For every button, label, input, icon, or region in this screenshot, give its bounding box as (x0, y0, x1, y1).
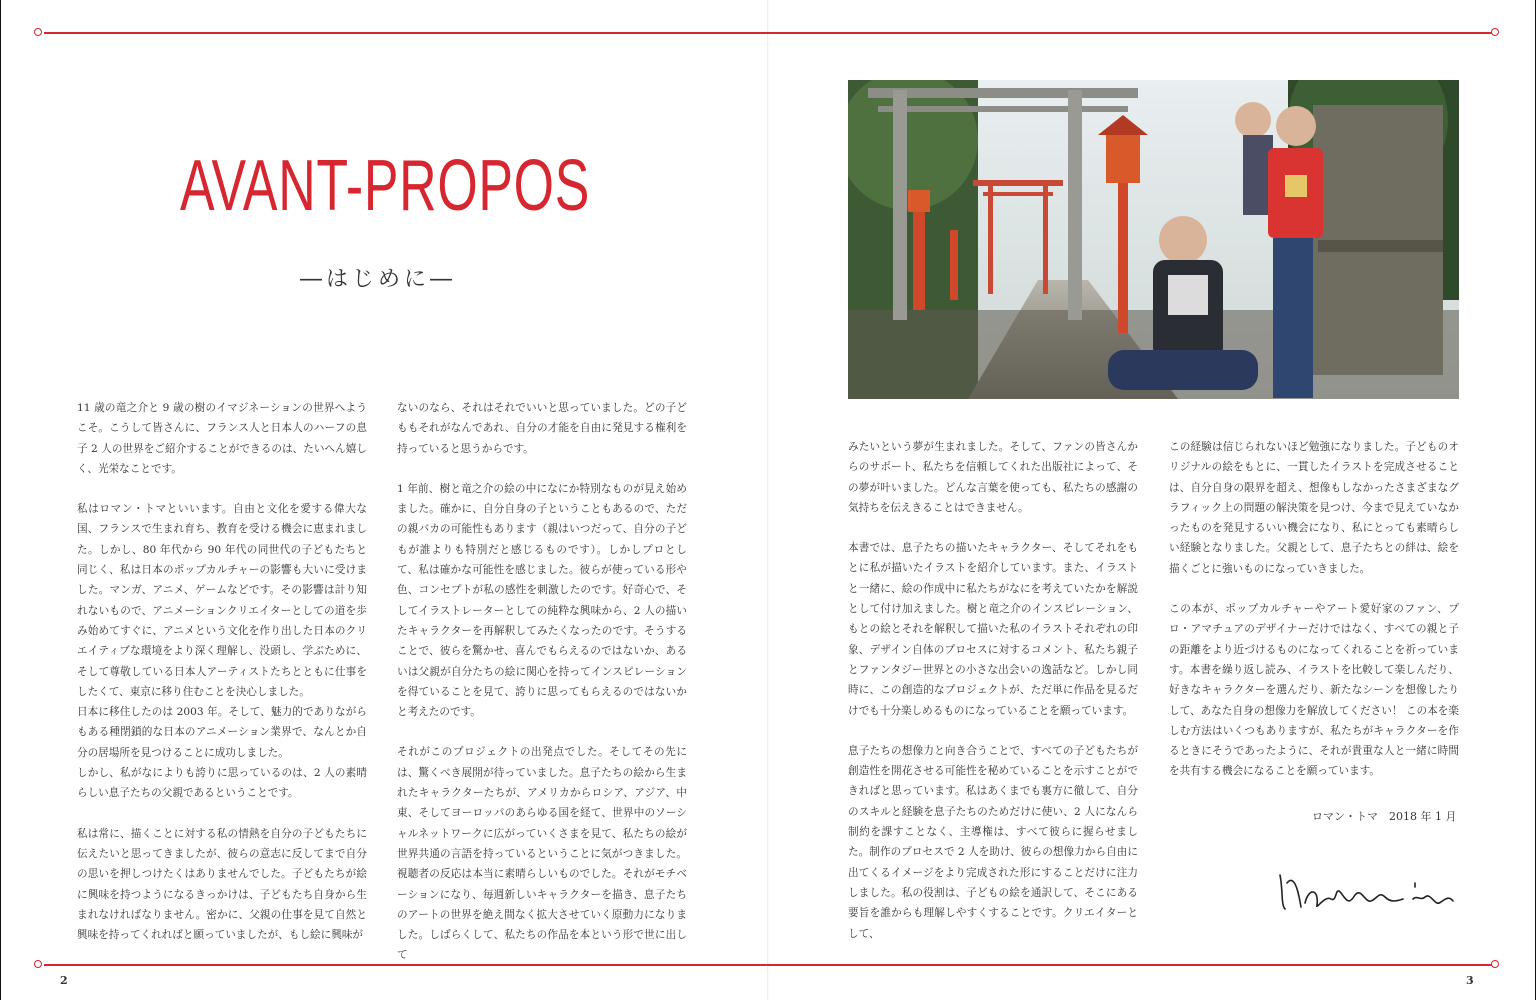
bottom-rule-dot-right (1491, 960, 1499, 968)
signature-date: ロマン・トマ 2018 年 1 月 (1312, 810, 1457, 823)
page-subtitle: ―はじめに― (300, 267, 457, 292)
text-column-3 (848, 437, 1138, 964)
paragraph: 私は常に、描くことに対する私の情熱を自分の子どもたちに伝えたいと思ってきましたが、彼らの意志に反してまで自分の思いを押しつけたくはありませんでした。子どもたちが絵に興味を持つようになるきっかけは、子どもたち自身から生まれなければなりません。密かに、父親の仕事を見て自然と興味を持ってくれればと願っていましたが、もし絵に興味が (77, 827, 367, 942)
paragraph: 日本に移住したのは 2003 年。そして、魅力的でありながらもある種閉鎖的な日本のアニメーション業界で、なんとか自分の居場所を見つけることに成功しました。 (77, 706, 367, 759)
text-column-1 (77, 398, 367, 965)
paragraph: 本書では、息子たちの描いたキャラクター、そしてそれをもとに私が描いたイラストを紹介しています。また、イラストと一緒に、絵の作成中に私たちがなにを考えていたかを解説として付け加えました。樹と竜之介のインスピレーション、もとの絵とそれを解釈して描いた私のイラストそれぞれの印象、デザイン自体のプロセスに対するコメント、私たち親子とファンタジー世界との小さな出会いの逸話など。しかし同時に、この創造的なプロジェクトが、ただ単に作品を見るだけでも十分楽しめるものになっていることを願っています。 (848, 542, 1138, 717)
top-rule-dot-right (1491, 28, 1499, 36)
paragraph: 1 年前、樹と竜之介の絵の中になにか特別なものが見え始めました。確かに、自分自身の子ということもあるので、ただの親バカの可能性もあります（親はいつだって、自分の子どもが誰よりも特別だと感じるものです）。しかしプロとして、私は確かな可能性を感じました。彼らが使っている形や色、コンセプトが私の感性を刺激したのです。好奇心で、そしてイラストレーターとしての純粋な興味から、2 人の描いたキャラクターを再解釈してみたくなったのです。そうすることで、彼らを驚かせ、喜んでもらえるのではないか、あるいは父親が自分たちの絵に関心を持ってインスピレーションを得ていることを見て、誇りに思ってもらえるのではないかと考えたのです。 (397, 482, 687, 719)
page-title: AVANT-PROPOS (180, 146, 590, 226)
top-rule (44, 32, 1492, 34)
page-number-right: 3 (1466, 974, 1474, 987)
paragraph: みたいという夢が生まれました。そして、ファンの皆さんからのサポート、私たちを信頼してくれた出版社によって、その夢が叶いました。どんな言葉を使っても、私たちの感謝の気持ちを伝えきることはできません。 (848, 441, 1138, 514)
paragraph: 11 歳の竜之介と 9 歳の樹のイマジネーションの世界へようこそ。こうして皆さんに、フランス人と日本人のハーフの息子 2 人の世界をご紹介することができるのは、たいへん嬉しく、光栄なことです。 (77, 402, 367, 475)
left-page-edge (0, 0, 1, 1000)
top-rule-dot-left (34, 28, 42, 36)
handwritten-signature (1275, 865, 1460, 915)
paragraph: 息子たちの想像力と向き合うことで、すべての子どもたちが創造性を開花させる可能性を秘めていることを示すことができればと思っています。私はあくまでも裏方に徹して、自分のスキルと経験を息子たちのためだけに使い、2 人になんら制約を課すことなく、主導権は、すべて彼らに握らせました。制作のプロセスで 2 人を助け、彼らの想像力から自由に出てくるイメージをより完成された形にすることだけに注力しました。私の役割は、子どもの絵を通訳して、そこにある要旨を誰からも理解しやすくすることです。クリエイターとして、 (848, 744, 1138, 940)
paragraph: この本が、ポップカルチャーやアート愛好家のファン、プロ・アマチュアのデザイナーだけではなく、すべての親と子の距離をより近づけるものになってくれることを祈っています。本書を繰り返し読み、イラストを比較して楽しんだり、好きなキャラクターを選んだり、新たなシーンを想像したりして、あなた自身の想像力を解放してください！ この本を楽しむ方法はいくつもありますが、私たちがキャラクターを作るときにそうであったように、それが貴重な人と一緒に時間を共有する機会になることを願っています。 (1169, 603, 1459, 778)
page-number-left: 2 (60, 974, 68, 987)
book-gutter (767, 0, 769, 1000)
paragraph: それがこのプロジェクトの出発点でした。そしてその先には、驚くべき展開が待っていました。息子たちの絵から生まれたキャラクターたちが、アメリカからロシア、アジア、中東、そしてヨーロッパのあらゆる国を経て、世界中のソーシャルネットワークに広がっていくさまを見て、私たちの絵が世界共通の言語を持っているということに気がつきました。視聴者の反応は本当に素晴らしいものでした。それがモチベーションになり、毎週新しいキャラクターを描き、息子たちのアートの世界を絶え間なく拡大させていく原動力になりました。しばらくして、私たちの作品を本という形で世に出して (397, 746, 687, 962)
bottom-rule-dot-left (34, 960, 42, 968)
paragraph: 私はロマン・トマといいます。自由と文化を愛する偉大な国、フランスで生まれ育ち、教育を受ける機会に恵まれました。しかし、80 年代から 90 年代の同世代の子どもたちと同じく、私は日本のポップカルチャーの影響も大いに受けました。マンガ、アニメ、ゲームなどです。その影響は計り知れないもので、アニメーションクリエイターとしての道を歩み始めてすぐに、アニメという文化を作り出した日本のクリエイティブな環境をより深く理解し、没頭し、学ぶために、そして尊敬している日本人アーティストたちとともに仕事をしたくて、東京に移り住むことを決心しました。 (77, 503, 367, 698)
text-column-2 (397, 398, 687, 986)
paragraph: この経験は信じられないほど勉強になりました。子どものオリジナルの絵をもとに、一貫したイラストを完成させることは、自分自身の限界を超え、想像もしなかったさまざまなグラフィック上の問題の解決策を見つけ、今まで見えていなかったものを発見するいい機会になり、私にとっても素晴らしい経験となりました。父親として、息子たちとの絆は、絵を描くごとに強いものになっていきました。 (1169, 441, 1459, 575)
author-family-photo (848, 80, 1459, 399)
paragraph: しかし、私がなによりも誇りに思っているのは、2 人の素晴らしい息子たちの父親であるということです。 (77, 767, 367, 800)
paragraph: ないのなら、それはそれでいいと思っていました。どの子どももそれがなんであれ、自分の才能を自由に発見する権利を持っていると思うからです。 (397, 402, 687, 455)
text-column-4 (1169, 437, 1459, 802)
